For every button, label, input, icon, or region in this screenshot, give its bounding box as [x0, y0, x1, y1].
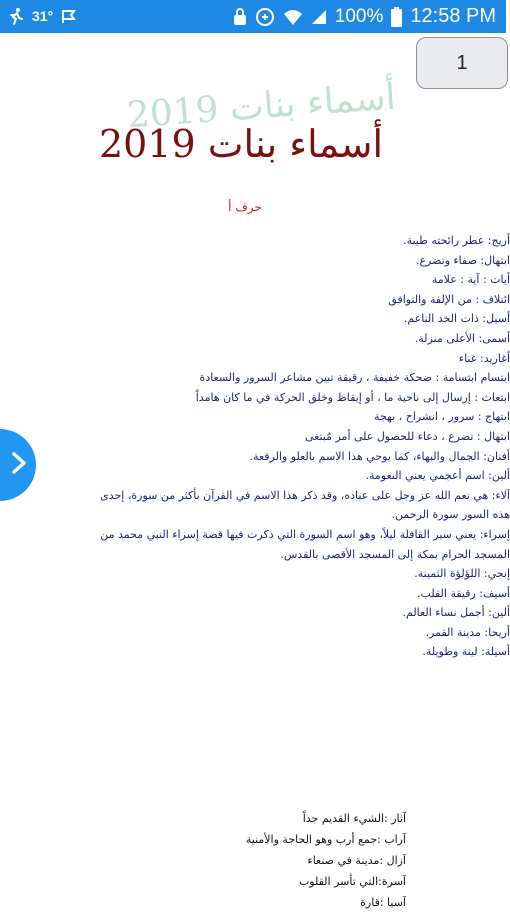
- page-number-badge[interactable]: 1: [416, 37, 508, 89]
- battery-percent-text: 100%: [334, 5, 384, 27]
- battery-icon: [391, 7, 402, 27]
- list-item: ابتهال: صفاء وتضرع.: [415, 253, 510, 267]
- list-item: آراب :جمع أرب وهو الحاجة والأمنية: [245, 833, 406, 846]
- wifi-icon: [283, 8, 303, 26]
- list-item: ألين: أجمل نساء العالم.: [402, 606, 510, 620]
- status-bar: [0, 0, 506, 33]
- title-watermark: أسماء بنات 2019: [125, 76, 398, 137]
- list-item: أفنان: الجمال والبهاء، كما يوحي هذا الاسم بالعلو والرفعة.: [249, 449, 510, 463]
- list-item: أسيف: رقيقة القلب.: [417, 586, 510, 600]
- status-bar-left: [8, 7, 77, 25]
- list-item: ابتهاج : سرور ، انشراح ، بهجة: [374, 410, 510, 424]
- list-item: إسراء: يعني سير القافلة ليلاً، وهو اسم السورة التي ذكرت فيها قصة إسراء النبي محمد من المسجد الحرام بمكة إلى المسجد الأقصى بالقدس.: [100, 527, 510, 561]
- list-item: أسيلة: لينة وطويلة.: [422, 645, 510, 659]
- list-item: أيات : آية : علامة: [431, 273, 510, 287]
- list-item: أريج: عطر رائحته طيبة.: [403, 234, 510, 247]
- list-item: آسيا :قارة: [360, 896, 406, 909]
- list-item: إنجي: اللؤلؤة الثمينة.: [414, 567, 510, 581]
- page-title: أسماء بنات 2019: [98, 122, 384, 166]
- lock-icon: [233, 8, 247, 26]
- next-page-button[interactable]: [0, 429, 36, 501]
- list-item: آزال :مدينة في صنعاء: [307, 854, 406, 867]
- status-bar-right: [233, 5, 496, 28]
- names-list-continued: [200, 808, 406, 913]
- sync-icon: [255, 7, 275, 27]
- list-item: أسيل: ذات الخد الناعم.: [403, 312, 510, 326]
- temperature-text: 31°: [32, 8, 54, 24]
- names-list: [100, 231, 510, 662]
- list-item: آسرة:التي تأسر القلوب: [298, 875, 406, 888]
- list-item: ابتعاث : إرسال إلى ناحية ما ، أو إيقاظ وخلق الحركة في ما كان هامداً: [195, 390, 510, 404]
- flag-icon: [61, 8, 77, 24]
- list-item: آثار :الشيء القديم جداً: [302, 812, 406, 825]
- clock-text: 12:58 PM: [410, 5, 496, 27]
- list-item: أغاريد: غناء: [458, 351, 510, 365]
- list-item: آلاء: هي نعم الله عز وجل على عباده، وقد ذكر هذا الاسم في القرآن بأكثر من سورة، إحدى هذه السور سورة الرحمن.: [100, 488, 510, 522]
- list-item: أريحا: مدينة القمر.: [425, 625, 510, 639]
- list-item: أسمى: الأعلى منزلة.: [414, 331, 510, 345]
- runner-icon: [8, 7, 24, 25]
- list-item: ابتسام ابتسامة : ضحكة خفيفة ، رقيقة تبين مشاعر السرور والسعادة: [199, 371, 510, 385]
- list-item: ائتلاف : من الإلفة والتوافق: [388, 292, 510, 306]
- letter-heading: حرف أ: [228, 200, 262, 214]
- list-item: ألين: اسم أعجمي يعني النعومة.: [365, 469, 510, 483]
- chevron-right-icon: [10, 451, 28, 479]
- list-item: ابتهال : تضرع ، دعاء للحصول على أمر مُبتغى: [304, 429, 510, 443]
- signal-icon: [311, 9, 327, 25]
